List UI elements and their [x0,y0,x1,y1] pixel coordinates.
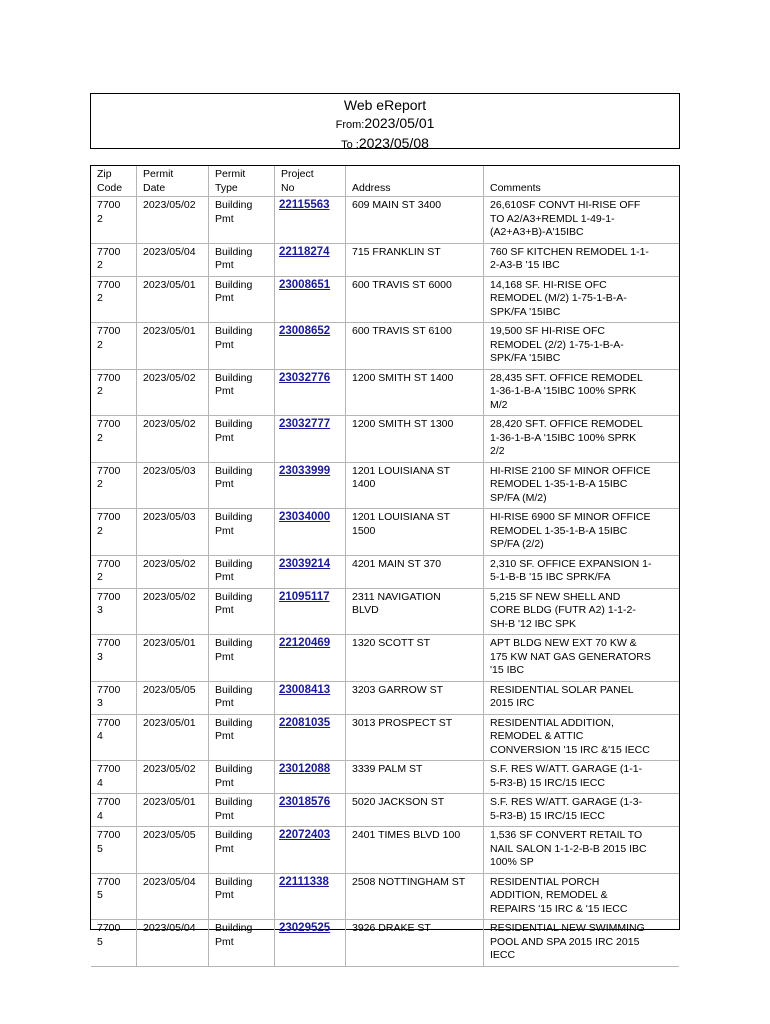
cell-permit-type: Building Pmt [209,794,275,827]
cell-zip-code: 7700 5 [91,920,137,967]
permit-table-container [90,165,680,961]
cell-zip-code: 7700 2 [91,556,137,589]
cell-zip-code: 7700 2 [91,197,137,244]
table-row [91,244,679,277]
cell-project-no [275,277,346,324]
table-row [91,370,679,417]
cell-zip-code: 7700 2 [91,370,137,417]
header-permit-type: Permit Type [209,166,275,197]
cell-permit-date: 2023/05/02 [137,761,209,794]
cell-comments: 19,500 SF HI-RISE OFC REMODEL (2/2) 1-75-1-B-A- SPK/FA '15IBC [484,323,679,370]
table-row [91,715,679,762]
cell-project-no [275,874,346,921]
cell-permit-type: Building Pmt [209,323,275,370]
cell-zip-code: 7700 2 [91,244,137,277]
project-number-link[interactable]: 23008413 [279,683,331,696]
cell-address: 2508 NOTTINGHAM ST [346,874,484,921]
to-date: 2023/05/08 [358,135,429,151]
cell-zip-code: 7700 3 [91,589,137,636]
header-address: Address [346,166,484,197]
cell-comments: RESIDENTIAL PORCH ADDITION, REMODEL & REPAIRS '15 IRC & '15 IECC [484,874,679,921]
cell-comments: RESIDENTIAL SOLAR PANEL 2015 IRC [484,682,679,715]
cell-comments: HI-RISE 2100 SF MINOR OFFICE REMODEL 1-35-1-B-A 15IBC SP/FA (M/2) [484,463,679,510]
cell-comments: 760 SF KITCHEN REMODEL 1-1- 2-A3-B '15 IBC [484,244,679,277]
table-row [91,874,679,921]
cell-comments: S.F. RES W/ATT. GARAGE (1-1- 5-R3-B) 15 IRC/15 IECC [484,761,679,794]
cell-permit-type: Building Pmt [209,197,275,244]
report-title: Web eReport [343,97,427,113]
cell-project-no [275,244,346,277]
cell-project-no [275,682,346,715]
table-row [91,197,679,244]
cell-permit-type: Building Pmt [209,589,275,636]
cell-permit-type: Building Pmt [209,370,275,417]
cell-address: 600 TRAVIS ST 6100 [346,323,484,370]
cell-permit-date: 2023/05/02 [137,197,209,244]
cell-address: 2311 NAVIGATION BLVD [346,589,484,636]
cell-permit-date: 2023/05/02 [137,416,209,463]
cell-permit-type: Building Pmt [209,682,275,715]
project-number-link[interactable]: 22081035 [279,716,331,729]
cell-permit-date: 2023/05/02 [137,556,209,589]
table-row [91,682,679,715]
cell-permit-type: Building Pmt [209,920,275,967]
project-number-link[interactable]: 22120469 [279,637,331,649]
from-label: From: [335,119,365,131]
cell-comments: 28,435 SFT. OFFICE REMODEL 1-36-1-B-A '15IBC 100% SPRK M/2 [484,370,679,417]
cell-comments: 14,168 SF. HI-RISE OFC REMODEL (M/2) 1-75-1-B-A- SPK/FA '15IBC [484,277,679,324]
cell-permit-type: Building Pmt [209,556,275,589]
project-number-link[interactable]: 23008652 [279,325,331,337]
cell-zip-code: 7700 2 [91,323,137,370]
to-label: To : [341,139,359,151]
cell-permit-date: 2023/05/05 [137,682,209,715]
cell-project-no [275,761,346,794]
table-row [91,920,679,967]
cell-permit-type: Building Pmt [209,635,275,682]
table-header-row [91,166,679,197]
project-number-link[interactable]: 23029525 [279,922,331,934]
project-number-link[interactable]: 22072403 [279,829,331,841]
cell-zip-code: 7700 3 [91,635,137,682]
cell-permit-type: Building Pmt [209,874,275,921]
cell-permit-date: 2023/05/01 [137,277,209,324]
header-comments: Comments [484,166,679,197]
cell-comments: RESIDENTIAL NEW SWIMMING POOL AND SPA 2015 IRC 2015 IECC [484,920,679,967]
project-number-link[interactable]: 21095117 [279,590,330,603]
cell-project-no [275,794,346,827]
cell-comments: S.F. RES W/ATT. GARAGE (1-3- 5-R3-B) 15 IRC/15 IECC [484,794,679,827]
project-number-link[interactable]: 22118274 [279,245,330,258]
header-zip-code: Zip Code [91,166,137,197]
cell-address: 1320 SCOTT ST [346,635,484,682]
project-number-link[interactable]: 23039214 [279,557,331,570]
cell-address: 1200 SMITH ST 1300 [346,416,484,463]
project-number-link[interactable]: 23034000 [279,511,331,523]
cell-address: 4201 MAIN ST 370 [346,556,484,589]
cell-zip-code: 7700 2 [91,416,137,463]
cell-permit-type: Building Pmt [209,827,275,874]
cell-comments: 1,536 SF CONVERT RETAIL TO NAIL SALON 1-1-2-B-B 2015 IBC 100% SP [484,827,679,874]
cell-project-no [275,715,346,762]
project-number-link[interactable]: 23032776 [279,371,331,384]
project-number-link[interactable]: 22111338 [279,875,329,888]
cell-permit-type: Building Pmt [209,715,275,762]
cell-permit-type: Building Pmt [209,761,275,794]
cell-permit-date: 2023/05/04 [137,874,209,921]
cell-zip-code: 7700 4 [91,794,137,827]
cell-permit-date: 2023/05/03 [137,509,209,556]
permit-table [91,166,679,967]
cell-address: 1201 LOUISIANA ST 1500 [346,509,484,556]
cell-permit-type: Building Pmt [209,416,275,463]
cell-address: 1200 SMITH ST 1400 [346,370,484,417]
cell-permit-date: 2023/05/01 [137,715,209,762]
table-row [91,463,679,510]
table-row [91,635,679,682]
report-header [90,93,680,149]
project-number-link[interactable]: 23008651 [279,278,331,291]
project-number-link[interactable]: 23032777 [279,418,331,430]
cell-permit-date: 2023/05/04 [137,920,209,967]
cell-comments: 26,610SF CONVT HI-RISE OFF TO A2/A3+REMDL 1-49-1- (A2+A3+B)-A'15IBC [484,197,679,244]
to-row [91,134,679,154]
cell-address: 2401 TIMES BLVD 100 [346,827,484,874]
cell-project-no [275,416,346,463]
cell-comments: HI-RISE 6900 SF MINOR OFFICE REMODEL 1-35-1-B-A 15IBC SP/FA (2/2) [484,509,679,556]
cell-comments: RESIDENTIAL ADDITION, REMODEL & ATTIC CONVERSION '15 IRC &'15 IECC [484,715,679,762]
from-row [91,114,679,134]
table-row [91,827,679,874]
cell-project-no [275,827,346,874]
cell-address: 5020 JACKSON ST [346,794,484,827]
table-row [91,761,679,794]
table-row [91,794,679,827]
table-row [91,277,679,324]
cell-address: 3926 DRAKE ST [346,920,484,967]
cell-project-no [275,509,346,556]
cell-address: 3013 PROSPECT ST [346,715,484,762]
cell-comments: 28,420 SFT. OFFICE REMODEL 1-36-1-B-A '15IBC 100% SPRK 2/2 [484,416,679,463]
cell-address: 609 MAIN ST 3400 [346,197,484,244]
cell-project-no [275,197,346,244]
cell-address: 715 FRANKLIN ST [346,244,484,277]
cell-project-no [275,589,346,636]
table-row [91,416,679,463]
table-row [91,323,679,370]
project-number-link[interactable]: 23012088 [279,763,331,775]
cell-zip-code: 7700 2 [91,509,137,556]
cell-zip-code: 7700 5 [91,827,137,874]
cell-permit-date: 2023/05/02 [137,370,209,417]
cell-zip-code: 7700 5 [91,874,137,921]
cell-project-no [275,370,346,417]
cell-permit-date: 2023/05/01 [137,635,209,682]
cell-address: 1201 LOUISIANA ST 1400 [346,463,484,510]
cell-zip-code: 7700 4 [91,761,137,794]
from-date: 2023/05/01 [364,115,435,131]
table-row [91,509,679,556]
header-project-no: Project No [275,166,346,197]
cell-address: 3203 GARROW ST [346,682,484,715]
table-row [91,556,679,589]
header-permit-date: Permit Date [137,166,209,197]
cell-permit-type: Building Pmt [209,463,275,510]
cell-address: 3339 PALM ST [346,761,484,794]
cell-project-no [275,556,346,589]
cell-comments: 2,310 SF. OFFICE EXPANSION 1- 5-1-B-B '15 IBC SPRK/FA [484,556,679,589]
cell-project-no [275,635,346,682]
cell-project-no [275,463,346,510]
cell-permit-date: 2023/05/02 [137,589,209,636]
project-number-link[interactable]: 23033999 [279,464,331,477]
cell-permit-type: Building Pmt [209,244,275,277]
project-number-link[interactable]: 22115563 [279,199,330,211]
cell-permit-date: 2023/05/01 [137,794,209,827]
cell-zip-code: 7700 4 [91,715,137,762]
table-row [91,589,679,636]
cell-permit-date: 2023/05/01 [137,323,209,370]
cell-zip-code: 7700 2 [91,463,137,510]
cell-permit-type: Building Pmt [209,277,275,324]
cell-permit-date: 2023/05/05 [137,827,209,874]
cell-permit-date: 2023/05/04 [137,244,209,277]
cell-address: 600 TRAVIS ST 6000 [346,277,484,324]
cell-zip-code: 7700 3 [91,682,137,715]
cell-comments: 5,215 SF NEW SHELL AND CORE BLDG (FUTR A2) 1-1-2- SH-B '12 IBC SPK [484,589,679,636]
cell-project-no [275,920,346,967]
cell-permit-type: Building Pmt [209,509,275,556]
cell-permit-date: 2023/05/03 [137,463,209,510]
cell-comments: APT BLDG NEW EXT 70 KW & 175 KW NAT GAS GENERATORS '15 IBC [484,635,679,682]
project-number-link[interactable]: 23018576 [279,796,331,808]
cell-project-no [275,323,346,370]
cell-zip-code: 7700 2 [91,277,137,324]
